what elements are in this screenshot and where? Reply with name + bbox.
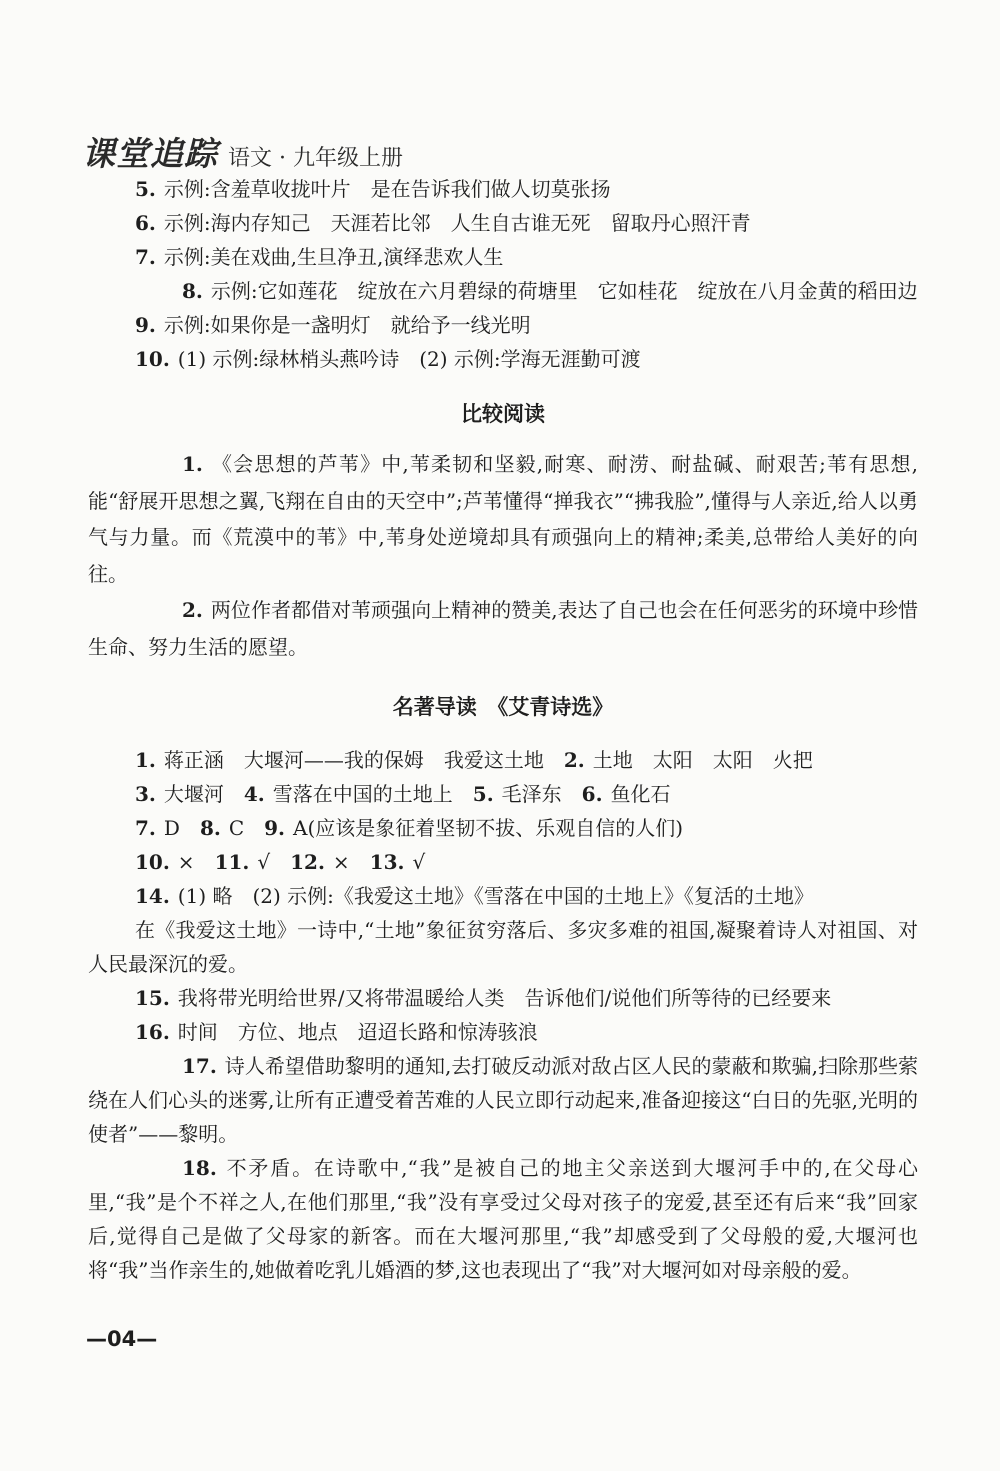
answers-part-a — [88, 172, 918, 274]
answer-item-5 — [135, 172, 918, 206]
item-text: 蒋正涵 大堰河——我的保姆 我爱这土地 — [163, 748, 564, 772]
book-subtitle: 语文 · 九年级上册 — [228, 146, 403, 171]
item-text: (1) 略 (2) 示例:《我爱这土地》《雪落在中国的土地上》《复活的土地》 — [177, 884, 814, 908]
item-number: 8. — [199, 816, 221, 840]
item-text: 毛泽东 — [501, 782, 582, 806]
compare-answer-2 — [88, 592, 918, 665]
item-text: 示例:它如莲花 绽放在六月碧绿的荷塘里 它如桂花 绽放在八月金黄的稻田边 — [210, 279, 918, 303]
item-text: 《会思想的芦苇》中,苇柔韧和坚毅,耐寒、耐涝、耐盐碱、耐艰苦;苇有思想,能“舒展开思想之翼,飞翔在自由的天空中”;芦苇懂得“掸我衣”“拂我脸”,懂得与人亲近,给人以勇气与力量。而《荒漠中的苇》中,苇身处逆境却具有顽强向上的精神;柔美,总带给人美好的向往。 — [88, 452, 918, 586]
classic-answer-14-explanation: 在《我爱这土地》一诗中,“土地”象征贫穷落后、多灾多难的祖国,凝聚着诗人对祖国、对人民最深沉的爱。 — [88, 918, 918, 976]
item-text: 示例:含羞草收拢叶片 是在告诉我们做人切莫张扬 — [163, 177, 611, 201]
item-number: 7. — [135, 816, 156, 840]
item-number: 9. — [135, 313, 156, 337]
item-number: 8. — [182, 279, 203, 303]
item-number: 2. — [182, 598, 203, 622]
classic-answer-15 — [135, 981, 918, 1015]
item-number: 14. — [135, 884, 170, 908]
item-text: 我将带光明给世界/又将带温暖给人类 告诉他们/说他们所等待的已经要来 — [177, 986, 832, 1010]
classic-short-answers-2 — [88, 981, 918, 1049]
item-number: 6. — [581, 782, 603, 806]
item-number: 18. — [182, 1156, 217, 1180]
item-number: 17. — [182, 1054, 217, 1078]
item-number: 1. — [182, 452, 203, 476]
item-text: 土地 太阳 太阳 火把 — [592, 748, 813, 772]
item-number: 15. — [135, 986, 170, 1010]
item-number: 6. — [135, 211, 156, 235]
answer-item-10 — [135, 342, 918, 376]
item-text: 示例:海内存知己 天涯若比邻 人生自古谁无死 留取丹心照汗青 — [163, 211, 751, 235]
item-text: 雪落在中国的土地上 — [272, 782, 473, 806]
answer-content — [88, 172, 918, 1287]
item-text: √ — [412, 850, 426, 874]
answer-item-9 — [135, 308, 918, 342]
item-text: 示例:如果你是一盏明灯 就给予一线光明 — [163, 313, 531, 337]
section-title-compare-reading: 比较阅读 — [461, 402, 545, 426]
classic-answer-14 — [135, 879, 918, 913]
section-title-classic-reading: 名著导读 《艾青诗选》 — [392, 695, 614, 719]
classic-line-3 — [135, 811, 918, 845]
classic-answer-17 — [88, 1049, 918, 1151]
item-text: 时间 方位、地点 迢迢长路和惊涛骇浪 — [177, 1020, 538, 1044]
item-number: 11. — [214, 850, 250, 874]
classic-answer-18 — [88, 1151, 918, 1287]
classic-short-answers — [88, 743, 918, 913]
item-text: × — [332, 850, 370, 874]
item-text: × — [177, 850, 215, 874]
item-number: 5. — [472, 782, 494, 806]
answer-item-7 — [135, 240, 918, 274]
classic-line-2 — [135, 777, 918, 811]
item-number: 5. — [135, 177, 156, 201]
item-text: D — [163, 816, 200, 840]
item-text: 大堰河 — [163, 782, 244, 806]
item-number: 9. — [264, 816, 286, 840]
classic-answer-16 — [135, 1015, 918, 1049]
item-text: 示例:美在戏曲,生旦净丑,演绎悲欢人生 — [163, 245, 504, 269]
classic-line-4 — [135, 845, 918, 879]
item-number: 7. — [135, 245, 156, 269]
item-number: 16. — [135, 1020, 170, 1044]
item-text: (1) 示例:绿林梢头燕吟诗 (2) 示例:学海无涯勤可渡 — [177, 347, 641, 371]
item-number: 13. — [369, 850, 405, 874]
answer-item-6 — [135, 206, 918, 240]
item-text: C — [228, 816, 265, 840]
item-number: 12. — [290, 850, 325, 874]
item-number: 1. — [135, 748, 156, 772]
item-text: 诗人希望借助黎明的通知,去打破反动派对敌占区人民的蒙蔽和欺骗,扫除那些萦绕在人们心头的迷雾,让所有正遭受着苦难的人民立即行动起来,准备迎接这“白日的先驱,光明的使者”——黎明。 — [88, 1054, 918, 1146]
item-number: 2. — [563, 748, 585, 772]
item-text: 不矛盾。在诗歌中,“我”是被自己的地主父亲送到大堰河手中的,在父母心里,“我”是个不祥之人,在他们那里,“我”没有享受过父母对孩子的宠爱,甚至还有后来“我”回家后,觉得自己是做了父母家的新客。而在大堰河那里,“我”却感受到了父母般的爱,大堰河也将“我”当作亲生的,她做着吃乳儿婚酒的梦,这也表现出了“我”对大堰河如对母亲般的爱。 — [88, 1156, 918, 1282]
item-number: 10. — [135, 850, 170, 874]
brand-logo: 课堂追踪 — [82, 134, 218, 173]
item-number: 10. — [135, 347, 170, 371]
classic-line-1 — [135, 743, 918, 777]
page-number: —04— — [86, 1327, 158, 1351]
page-header — [82, 128, 403, 175]
item-text: A(应该是象征着坚韧不拔、乐观自信的人们) — [293, 816, 684, 840]
item-text: 两位作者都借对苇顽强向上精神的赞美,表达了自己也会在任何恶劣的环境中珍惜生命、努力生活的愿望。 — [88, 598, 918, 659]
item-text: √ — [257, 850, 291, 874]
compare-answer-1 — [88, 446, 918, 592]
answers-part-b — [88, 308, 918, 376]
item-text: 鱼化石 — [610, 782, 671, 806]
item-number: 4. — [243, 782, 265, 806]
answer-item-8 — [88, 274, 918, 308]
item-number: 3. — [135, 782, 156, 806]
